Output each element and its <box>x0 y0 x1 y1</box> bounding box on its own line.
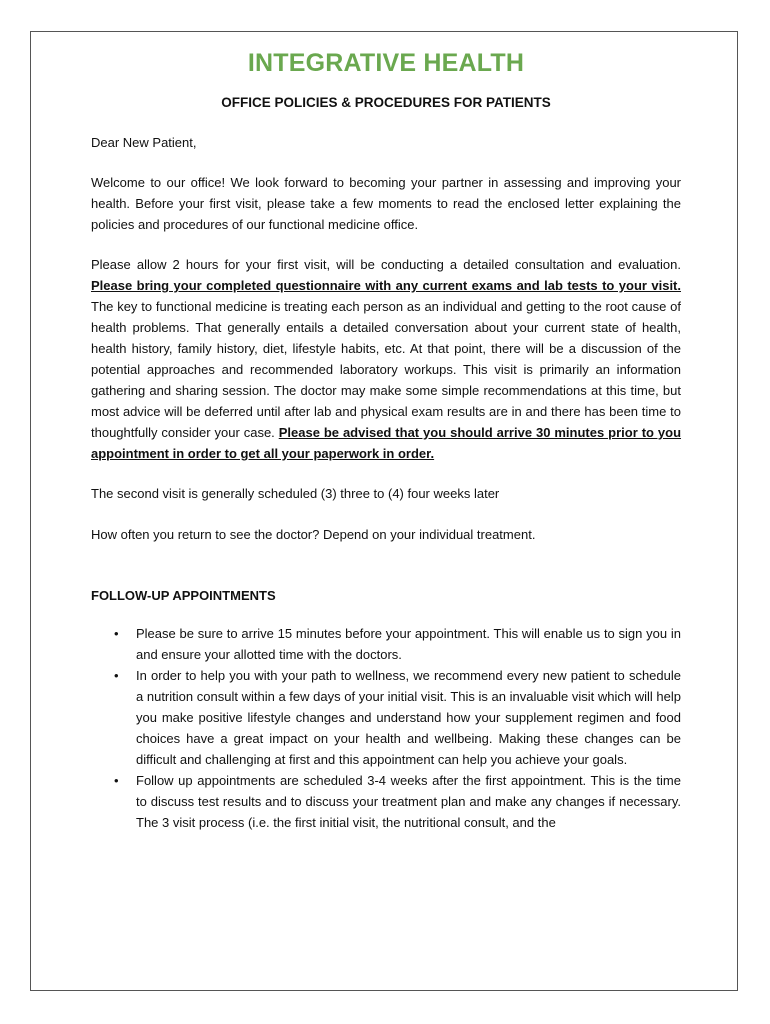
first-visit-body: The key to functional medicine is treating each person as an individual and getting to the root cause of health problems. That generally entails a detailed conversation about your current state of health, health history, family history, diet, lifestyle habits, etc. At that point, there will be a discussion of the potential approaches and recommended laboratory workups. This visit is primarily an information gathering and sharing session. The doctor may make some simple recommendations at this time, but most advice will be deferred until after lab and physical exam results are in and there has been time to thoughtfully consider your case. <box>91 299 681 440</box>
follow-up-list <box>91 623 681 833</box>
page-title: INTEGRATIVE HEALTH <box>247 49 525 77</box>
arrive-early-notice: Please be advised that you should arrive 30 minutes prior to you appointment in order to get all your paperwork in order. <box>91 425 682 461</box>
second-visit-paragraph: The second visit is generally scheduled (3) three to (4) four weeks later <box>91 486 500 501</box>
greeting: Dear New Patient, <box>91 135 197 150</box>
first-visit-intro: Please allow 2 hours for your first visit, will be conducting a detailed consultation and evaluation. <box>91 257 681 272</box>
page-subtitle: OFFICE POLICIES & PROCEDURES FOR PATIENTS <box>221 95 551 110</box>
return-frequency-paragraph: How often you return to see the doctor? Depend on your individual treatment. <box>91 527 536 542</box>
bring-questionnaire-notice: Please bring your completed questionnaire with any current exams and lab tests to your visit. <box>91 278 681 293</box>
list-item <box>91 665 681 770</box>
bullet-icon: • <box>114 773 119 788</box>
list-item <box>91 623 681 665</box>
first-visit-paragraph <box>91 254 681 464</box>
bullet-icon: • <box>114 626 119 641</box>
follow-up-heading: FOLLOW-UP APPOINTMENTS <box>91 588 276 603</box>
bullet-icon: • <box>114 668 119 683</box>
list-item-text: Please be sure to arrive 15 minutes before your appointment. This will enable us to sign you in and ensure your allotted time with the doctors. <box>136 626 681 662</box>
document-page <box>30 31 738 991</box>
list-item-text: Follow up appointments are scheduled 3-4 weeks after the first appointment. This is the time to discuss test results and to discuss your treatment plan and make any changes if necessary. The 3 visit process (i.e. the first initial visit, the nutritional consult, and the <box>136 773 681 830</box>
list-item <box>91 770 681 833</box>
document-content <box>91 32 681 833</box>
welcome-paragraph: Welcome to our office! We look forward to becoming your partner in assessing and improving your health. Before your first visit, please take a few moments to read the enclosed letter explaining the policies and procedures of our functional medicine office. <box>91 175 681 232</box>
list-item-text: In order to help you with your path to wellness, we recommend every new patient to schedule a nutrition consult within a few days of your initial visit. This is an invaluable visit which will help you make positive lifestyle changes and understand how your supplement regimen and food choices have a great impact on your health and wellbeing. Making these changes can be difficult and challenging at first and this appointment can help you achieve your goals. <box>136 668 681 767</box>
